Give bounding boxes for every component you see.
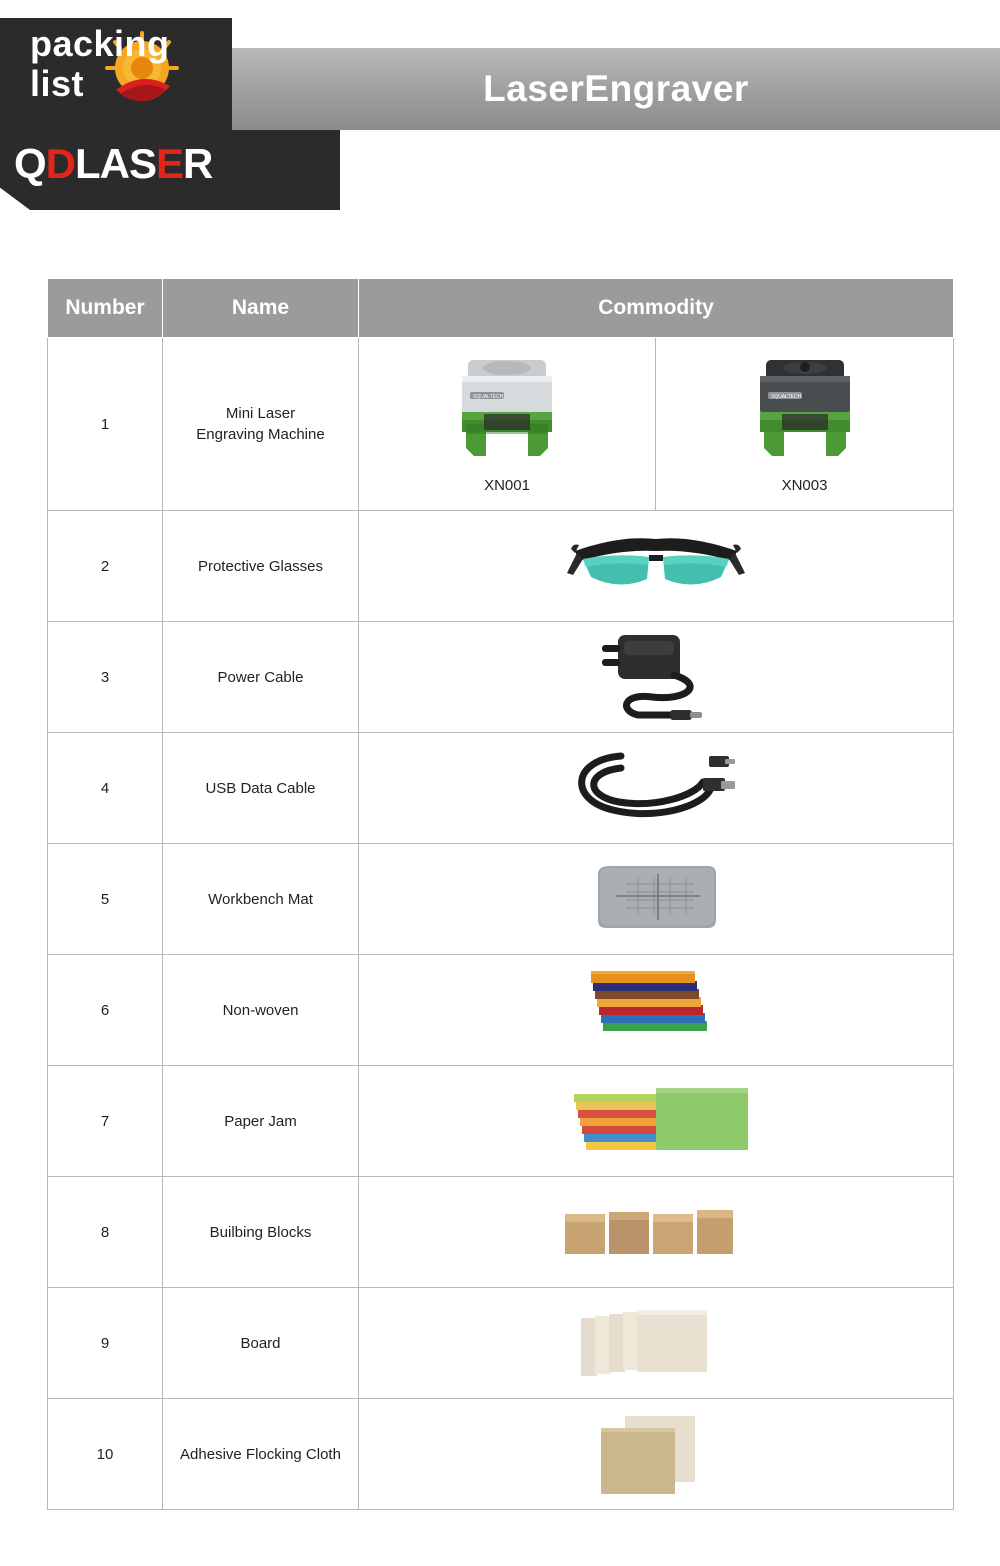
brand-logo-q: Q	[14, 140, 46, 187]
variant-cell-xn001	[359, 338, 656, 510]
row-commodity	[359, 511, 954, 622]
paper-sheets-icon	[360, 1067, 952, 1175]
row-number: 7	[48, 1066, 163, 1177]
variant-label: XN003	[781, 477, 828, 494]
row-commodity	[359, 1399, 954, 1510]
row-name: Paper Jam	[163, 1066, 359, 1177]
row-commodity	[359, 733, 954, 844]
row-name: Builbing Blocks	[163, 1177, 359, 1288]
brand-logo-dot: D	[45, 140, 76, 187]
variant-label: XN001	[484, 477, 530, 494]
flocking-cloth-icon	[360, 1400, 952, 1508]
laser-engraver-black-icon	[730, 348, 880, 473]
row-name: Adhesive Flocking Cloth	[163, 1399, 359, 1510]
row-name: USB Data Cable	[163, 733, 359, 844]
row-number: 2	[48, 511, 163, 622]
row-commodity	[359, 1177, 954, 1288]
row-commodity	[359, 844, 954, 955]
row-name	[163, 338, 359, 511]
table-row	[48, 844, 954, 955]
table-row	[48, 733, 954, 844]
column-header-number: Number	[48, 279, 163, 338]
brand-logo-r: R	[183, 140, 213, 187]
workbench-mat-icon	[360, 845, 952, 953]
svg-text:SQUALTECH: SQUALTECH	[473, 394, 504, 400]
row-commodity	[359, 955, 954, 1066]
table-row	[48, 1066, 954, 1177]
row-commodity	[359, 622, 954, 733]
row-name: Board	[163, 1288, 359, 1399]
row-name: Non-woven	[163, 955, 359, 1066]
packing-list-line1: packing	[30, 23, 170, 64]
board-sheets-icon	[360, 1289, 952, 1397]
power-adapter-icon	[360, 623, 952, 731]
table-header-row	[48, 279, 954, 338]
packing-list-table	[47, 278, 954, 1510]
row-commodity	[359, 338, 954, 511]
page-title: LaserEngraver	[483, 68, 749, 109]
row-number: 5	[48, 844, 163, 955]
packing-list-label	[30, 24, 170, 104]
table-row	[48, 1177, 954, 1288]
row-number: 3	[48, 622, 163, 733]
table-row	[48, 955, 954, 1066]
wood-blocks-icon	[360, 1178, 952, 1286]
row-name: Workbench Mat	[163, 844, 359, 955]
packing-list-table-wrap	[47, 278, 953, 1510]
packing-list-line2: list	[30, 63, 85, 104]
row-number: 6	[48, 955, 163, 1066]
row-name: Protective Glasses	[163, 511, 359, 622]
safety-glasses-icon	[360, 512, 952, 620]
table-row	[48, 1399, 954, 1510]
row-number: 9	[48, 1288, 163, 1399]
table-row	[48, 511, 954, 622]
page-header	[0, 0, 1000, 210]
variant-cell-xn003	[656, 338, 953, 510]
brand-logo-e: E	[156, 140, 184, 187]
usb-cable-icon	[360, 734, 952, 842]
row-number: 1	[48, 338, 163, 511]
column-header-name: Name	[163, 279, 359, 338]
laser-engraver-silver-icon	[432, 348, 582, 473]
nonwoven-sheets-icon	[360, 956, 952, 1064]
row-commodity	[359, 1288, 954, 1399]
svg-text:SQUALTECH: SQUALTECH	[770, 394, 801, 400]
brand-logo-las: LAS	[75, 140, 157, 187]
row-number: 10	[48, 1399, 163, 1510]
table-row	[48, 622, 954, 733]
title-bar	[232, 48, 1000, 130]
brand-logo	[14, 138, 212, 190]
row-number: 8	[48, 1177, 163, 1288]
table-row	[48, 1288, 954, 1399]
row-name: Power Cable	[163, 622, 359, 733]
row-name-line1: Mini Laser	[225, 405, 296, 422]
column-header-commodity: Commodity	[359, 279, 954, 338]
row-commodity	[359, 1066, 954, 1177]
row-number: 4	[48, 733, 163, 844]
row-name-line2: Engraving Machine	[196, 426, 325, 443]
table-row	[48, 338, 954, 511]
